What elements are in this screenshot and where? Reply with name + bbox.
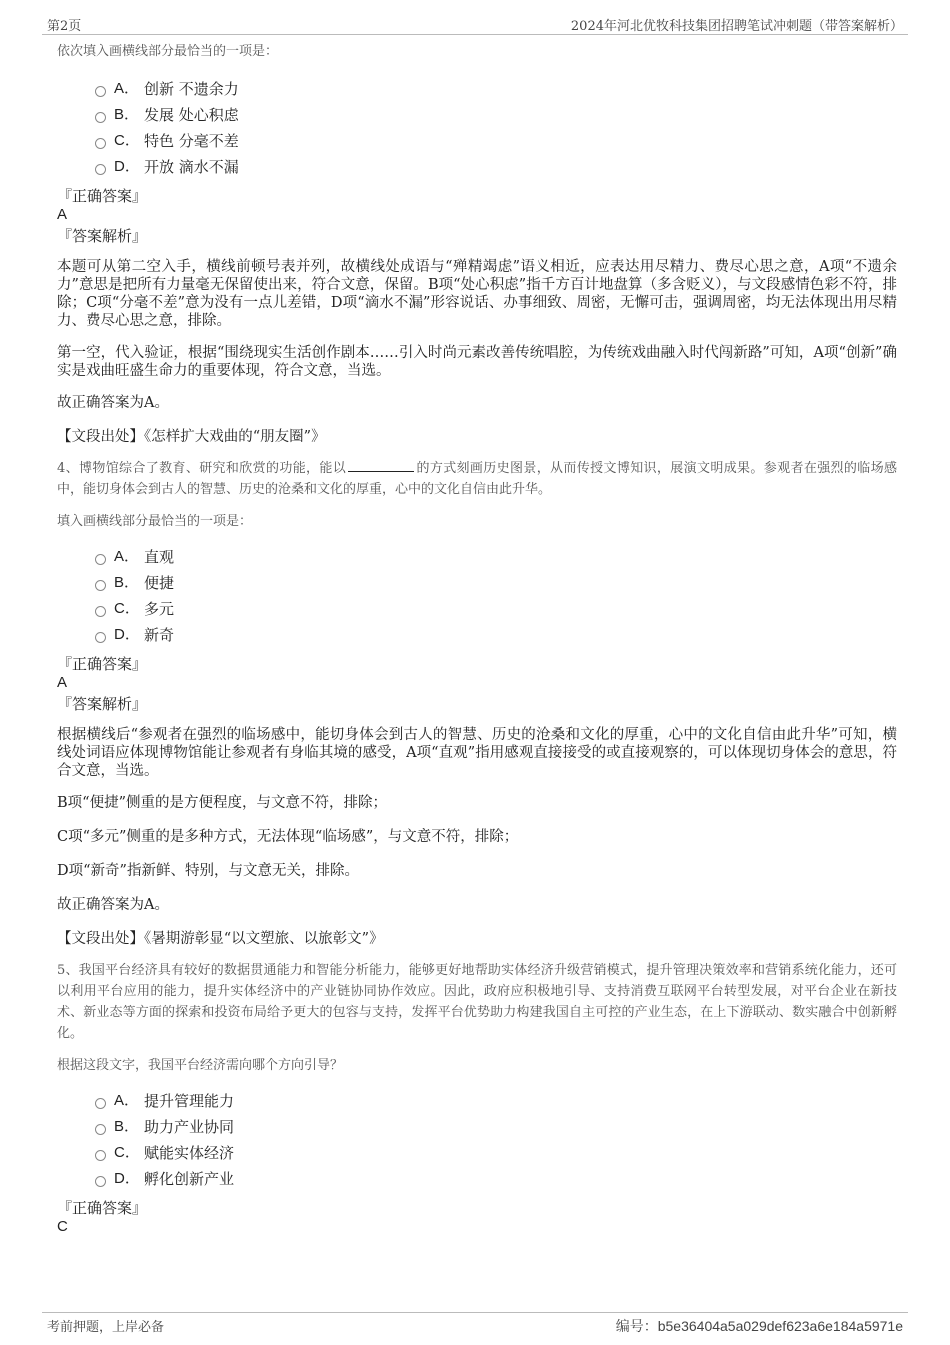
option-c[interactable]: C． 特色 分毫不差 — [95, 128, 897, 154]
radio-icon[interactable] — [95, 1150, 106, 1161]
analysis-paragraph: C项“多元”侧重的是多种方式，无法体现“临场感”，与文意不符，排除； — [57, 829, 519, 845]
radio-icon[interactable] — [95, 86, 106, 97]
option-b[interactable]: B． 助力产业协同 — [95, 1114, 897, 1140]
option-list — [95, 1088, 897, 1192]
radio-icon[interactable] — [95, 112, 106, 123]
radio-icon[interactable] — [95, 1098, 106, 1109]
analysis-label: 『答案解析』 — [57, 227, 148, 245]
question-prompt: 依次填入画横线部分最恰当的一项是： — [57, 44, 279, 59]
radio-icon[interactable] — [95, 606, 106, 617]
option-b[interactable]: B． 发展 处心积虑 — [95, 102, 897, 128]
option-a[interactable]: A． 创新 不遗余力 — [95, 76, 897, 102]
option-d[interactable]: D． 新奇 — [95, 622, 897, 648]
option-c[interactable]: C． 多元 — [95, 596, 897, 622]
source-citation: 【文段出处】《暑期游彰显“以文塑旅、以旅彰文”》 — [57, 931, 384, 947]
analysis-paragraph: D项“新奇”指新鲜、特别，与文意无关，排除。 — [57, 863, 359, 879]
option-list — [95, 76, 897, 180]
analysis-conclusion: 故正确答案为A。 — [57, 897, 169, 913]
correct-answer: C — [57, 1218, 68, 1235]
page-number: 第2页 — [47, 19, 82, 34]
correct-answer: A — [57, 206, 68, 223]
radio-icon[interactable] — [95, 580, 106, 591]
correct-answer: A — [57, 674, 68, 691]
question-3 — [57, 42, 897, 446]
answer-label: 『正确答案』 — [57, 187, 148, 205]
analysis-paragraph: B项“便捷”侧重的是方便程度，与文意不符，排除； — [57, 795, 387, 811]
analysis-paragraph: 根据横线后“参观者在强烈的临场感中，能切身体会到古人的智慧、历史的沧桑和文化的厚重，心中的文化自信由此升华”可知，横线处词语应体现博物馆能让参观者有身临其境的感受，A项“直观”指用感观直接接受的或直接观察的，可以体现切身体会的意思，符合文意，当选。 — [57, 727, 897, 779]
question-4 — [57, 458, 897, 948]
radio-icon[interactable] — [95, 138, 106, 149]
radio-icon[interactable] — [95, 1124, 106, 1135]
option-a[interactable]: A． 直观 — [95, 544, 897, 570]
analysis-label: 『答案解析』 — [57, 695, 148, 713]
radio-icon[interactable] — [95, 1176, 106, 1187]
page-header — [42, 14, 908, 35]
fill-blank-line — [348, 459, 414, 472]
document-code: 编号：b5e36404a5a029def623a6e184a5971e — [615, 1318, 903, 1334]
question-text: 4、博物馆综合了教育、研究和欣赏的功能，能以 的方式刻画历史图景，从而传授文博知识，展演文明成果。参观者在强烈的临场感中，能切身体会到古人的智慧、历史的沧桑和文化的厚重，心中的文化自信由此升华。 — [57, 461, 897, 497]
answer-label: 『正确答案』 — [57, 655, 148, 673]
option-b[interactable]: B． 便捷 — [95, 570, 897, 596]
source-citation: 【文段出处】《怎样扩大戏曲的“朋友圈”》 — [57, 429, 326, 445]
radio-icon[interactable] — [95, 554, 106, 565]
question-text: 5、我国平台经济具有较好的数据贯通能力和智能分析能力，能够更好地帮助实体经济升级营销模式，提升管理决策效率和营销系统化能力，还可以利用平台应用的能力，提升实体经济中的产业链协同协作效应。因此，政府应积极地引导、支持消费互联网平台转型发展，对平台企业在新技术、新业态等方面的探索和投资布局给予更大的包容与支持，发挥平台优势助力构建我国自主可控的产业生态，在上下游联动、数实融合中创新孵化。 — [57, 963, 897, 1041]
radio-icon[interactable] — [95, 632, 106, 643]
answer-label: 『正确答案』 — [57, 1199, 148, 1217]
analysis-paragraph: 第一空，代入验证，根据“围绕现实生活创作剧本……引入时尚元素改善传统唱腔，为传统戏曲融入时代闯新路”可知，A项“创新”确实是戏曲旺盛生命力的重要体现，符合文意，当选。 — [57, 345, 897, 379]
analysis-conclusion: 故正确答案为A。 — [57, 395, 169, 411]
option-list — [95, 544, 897, 648]
radio-icon[interactable] — [95, 164, 106, 175]
option-d[interactable]: D． 开放 滴水不漏 — [95, 154, 897, 180]
document-body — [57, 42, 897, 1236]
footer-slogan: 考前押题，上岸必备 — [47, 1320, 165, 1335]
question-5 — [57, 960, 897, 1236]
option-c[interactable]: C． 赋能实体经济 — [95, 1140, 897, 1166]
page-footer — [42, 1312, 908, 1335]
option-a[interactable]: A． 提升管理能力 — [95, 1088, 897, 1114]
analysis-paragraph: 本题可从第二空入手，横线前顿号表并列，故横线处成语与“殚精竭虑”语义相近，应表达用尽精力、费尽心思之意，A项“不遗余力”意思是把所有力量毫无保留使出来，符合文意，保留。B项“处心积虑”指千方百计地盘算（多含贬义），与文段感情色彩不符，排除；C项“分毫不差”意为没有一点儿差错，D项“滴水不漏”形容说话、办事细致、周密，无懈可击，强调周密，均无法体现出用尽精力、费尽心思之意，排除。 — [57, 259, 897, 329]
option-d[interactable]: D． 孵化创新产业 — [95, 1166, 897, 1192]
document-title: 2024年河北优牧科技集团招聘笔试冲刺题（带答案解析） — [570, 19, 903, 34]
question-prompt: 填入画横线部分最恰当的一项是： — [57, 514, 253, 529]
question-prompt: 根据这段文字，我国平台经济需向哪个方向引导？ — [57, 1058, 344, 1073]
